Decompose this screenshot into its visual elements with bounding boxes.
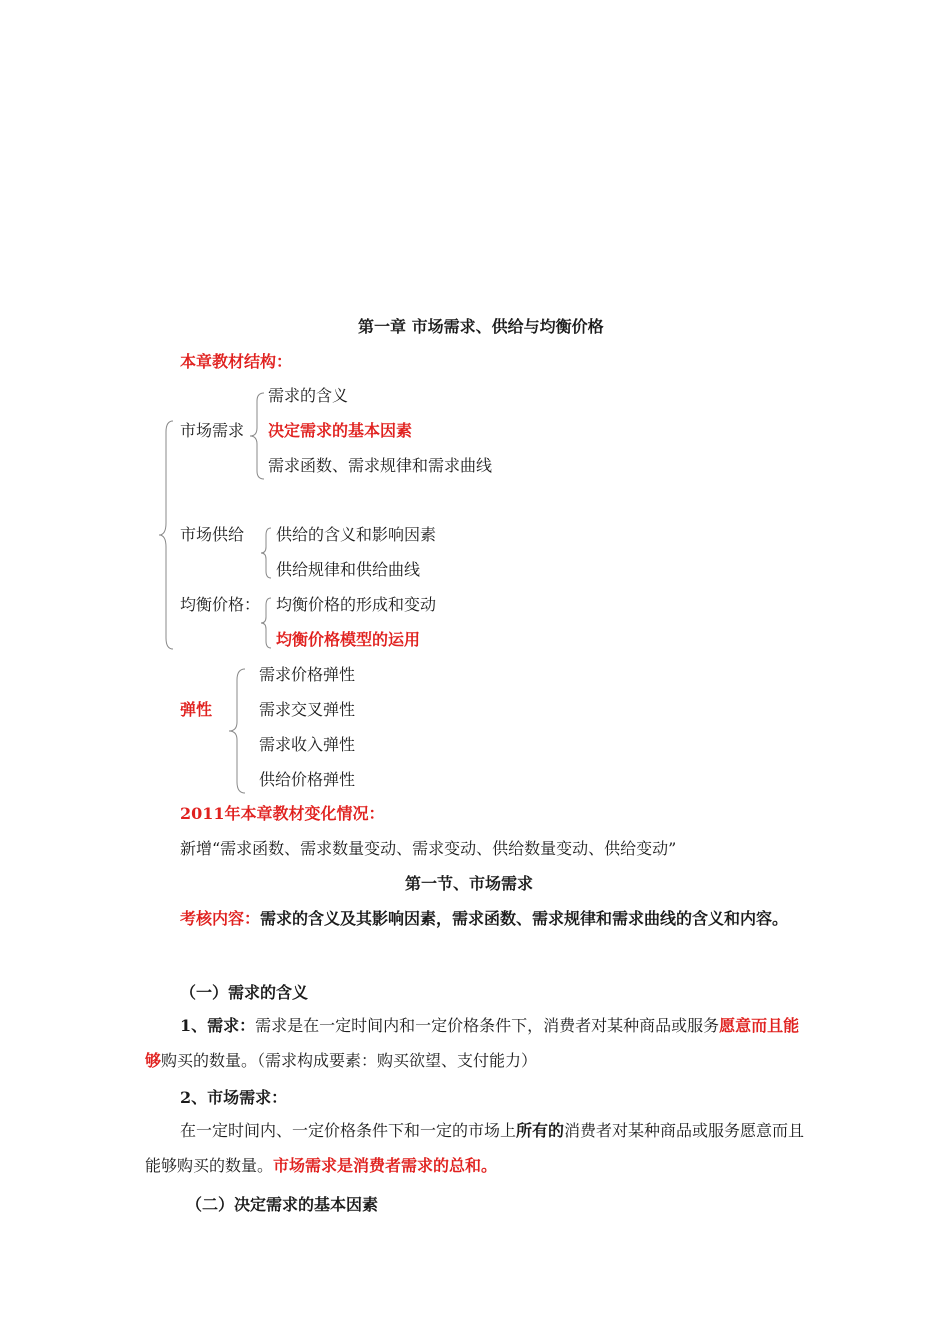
sub1-heading: （一）需求的含义 (180, 983, 309, 1002)
demand-item-factors: 决定需求的基本因素 (268, 421, 413, 440)
demand-definition-paragraph (145, 1008, 807, 1078)
p1-label: 1、需求： (180, 1016, 256, 1035)
elasticity-item-cross: 需求交叉弹性 (259, 700, 356, 719)
equilibrium-item-model: 均衡价格模型的运用 (276, 630, 421, 649)
market-demand-paragraph (145, 1113, 807, 1183)
p2-red: 市场需求是消费者需求的总和。 (273, 1156, 498, 1175)
elasticity-item-income: 需求收入弹性 (259, 735, 356, 754)
tree-market-supply: 市场供给 (180, 525, 245, 544)
p1-red: 愿意而且能够 (145, 1016, 800, 1070)
demand-item-function: 需求函数、需求规律和需求曲线 (268, 456, 493, 475)
equilibrium-item-formation: 均衡价格的形成和变动 (276, 595, 437, 614)
equilibrium-brace (260, 597, 272, 649)
section-title: 第一节、市场需求 (405, 874, 534, 893)
p2-heading: 2、市场需求： (180, 1088, 288, 1107)
changes-text: 新增“需求函数、需求数量变动、需求变动、供给数量变动、供给变动” (180, 839, 677, 858)
sub2-heading: （二）决定需求的基本因素 (186, 1195, 379, 1214)
tree-equilibrium: 均衡价格： (180, 595, 261, 614)
p2-text2: 消费者对某种商品或服务愿意而且能够购买的数量。 (145, 1121, 805, 1175)
exam-content-paragraph (145, 901, 807, 936)
tree-market-demand: 市场需求 (180, 421, 245, 440)
elasticity-item-price: 需求价格弹性 (259, 665, 356, 684)
exam-text: 需求的含义及其影响因素，需求函数、需求规律和需求曲线的含义和内容。 (260, 909, 789, 928)
p2-text1: 在一定时间内、一定价格条件下和一定的市场上 (180, 1121, 517, 1140)
supply-brace (260, 527, 272, 579)
supply-item-law: 供给规律和供给曲线 (276, 560, 421, 579)
changes-heading: 2011年本章教材变化情况： (180, 804, 385, 823)
demand-brace (249, 392, 265, 480)
tree-elasticity: 弹性 (180, 700, 213, 719)
main-left-brace (158, 420, 174, 650)
exam-label: 考核内容： (180, 909, 261, 928)
supply-item-meaning: 供给的含义和影响因素 (276, 525, 437, 544)
p1-text1: 需求是在一定时间内和一定价格条件下，消费者对某种商品或服务 (255, 1016, 720, 1035)
p1-text2: 购买的数量。（需求构成要素：购买欲望、支付能力） (161, 1051, 538, 1070)
structure-heading: 本章教材结构： (180, 352, 293, 371)
chapter-title: 第一章 市场需求、供给与均衡价格 (358, 317, 604, 336)
demand-item-meaning: 需求的含义 (268, 386, 349, 405)
elasticity-item-supply: 供给价格弹性 (259, 770, 356, 789)
elasticity-brace (228, 668, 246, 794)
p2-bold: 所有的 (516, 1121, 565, 1140)
